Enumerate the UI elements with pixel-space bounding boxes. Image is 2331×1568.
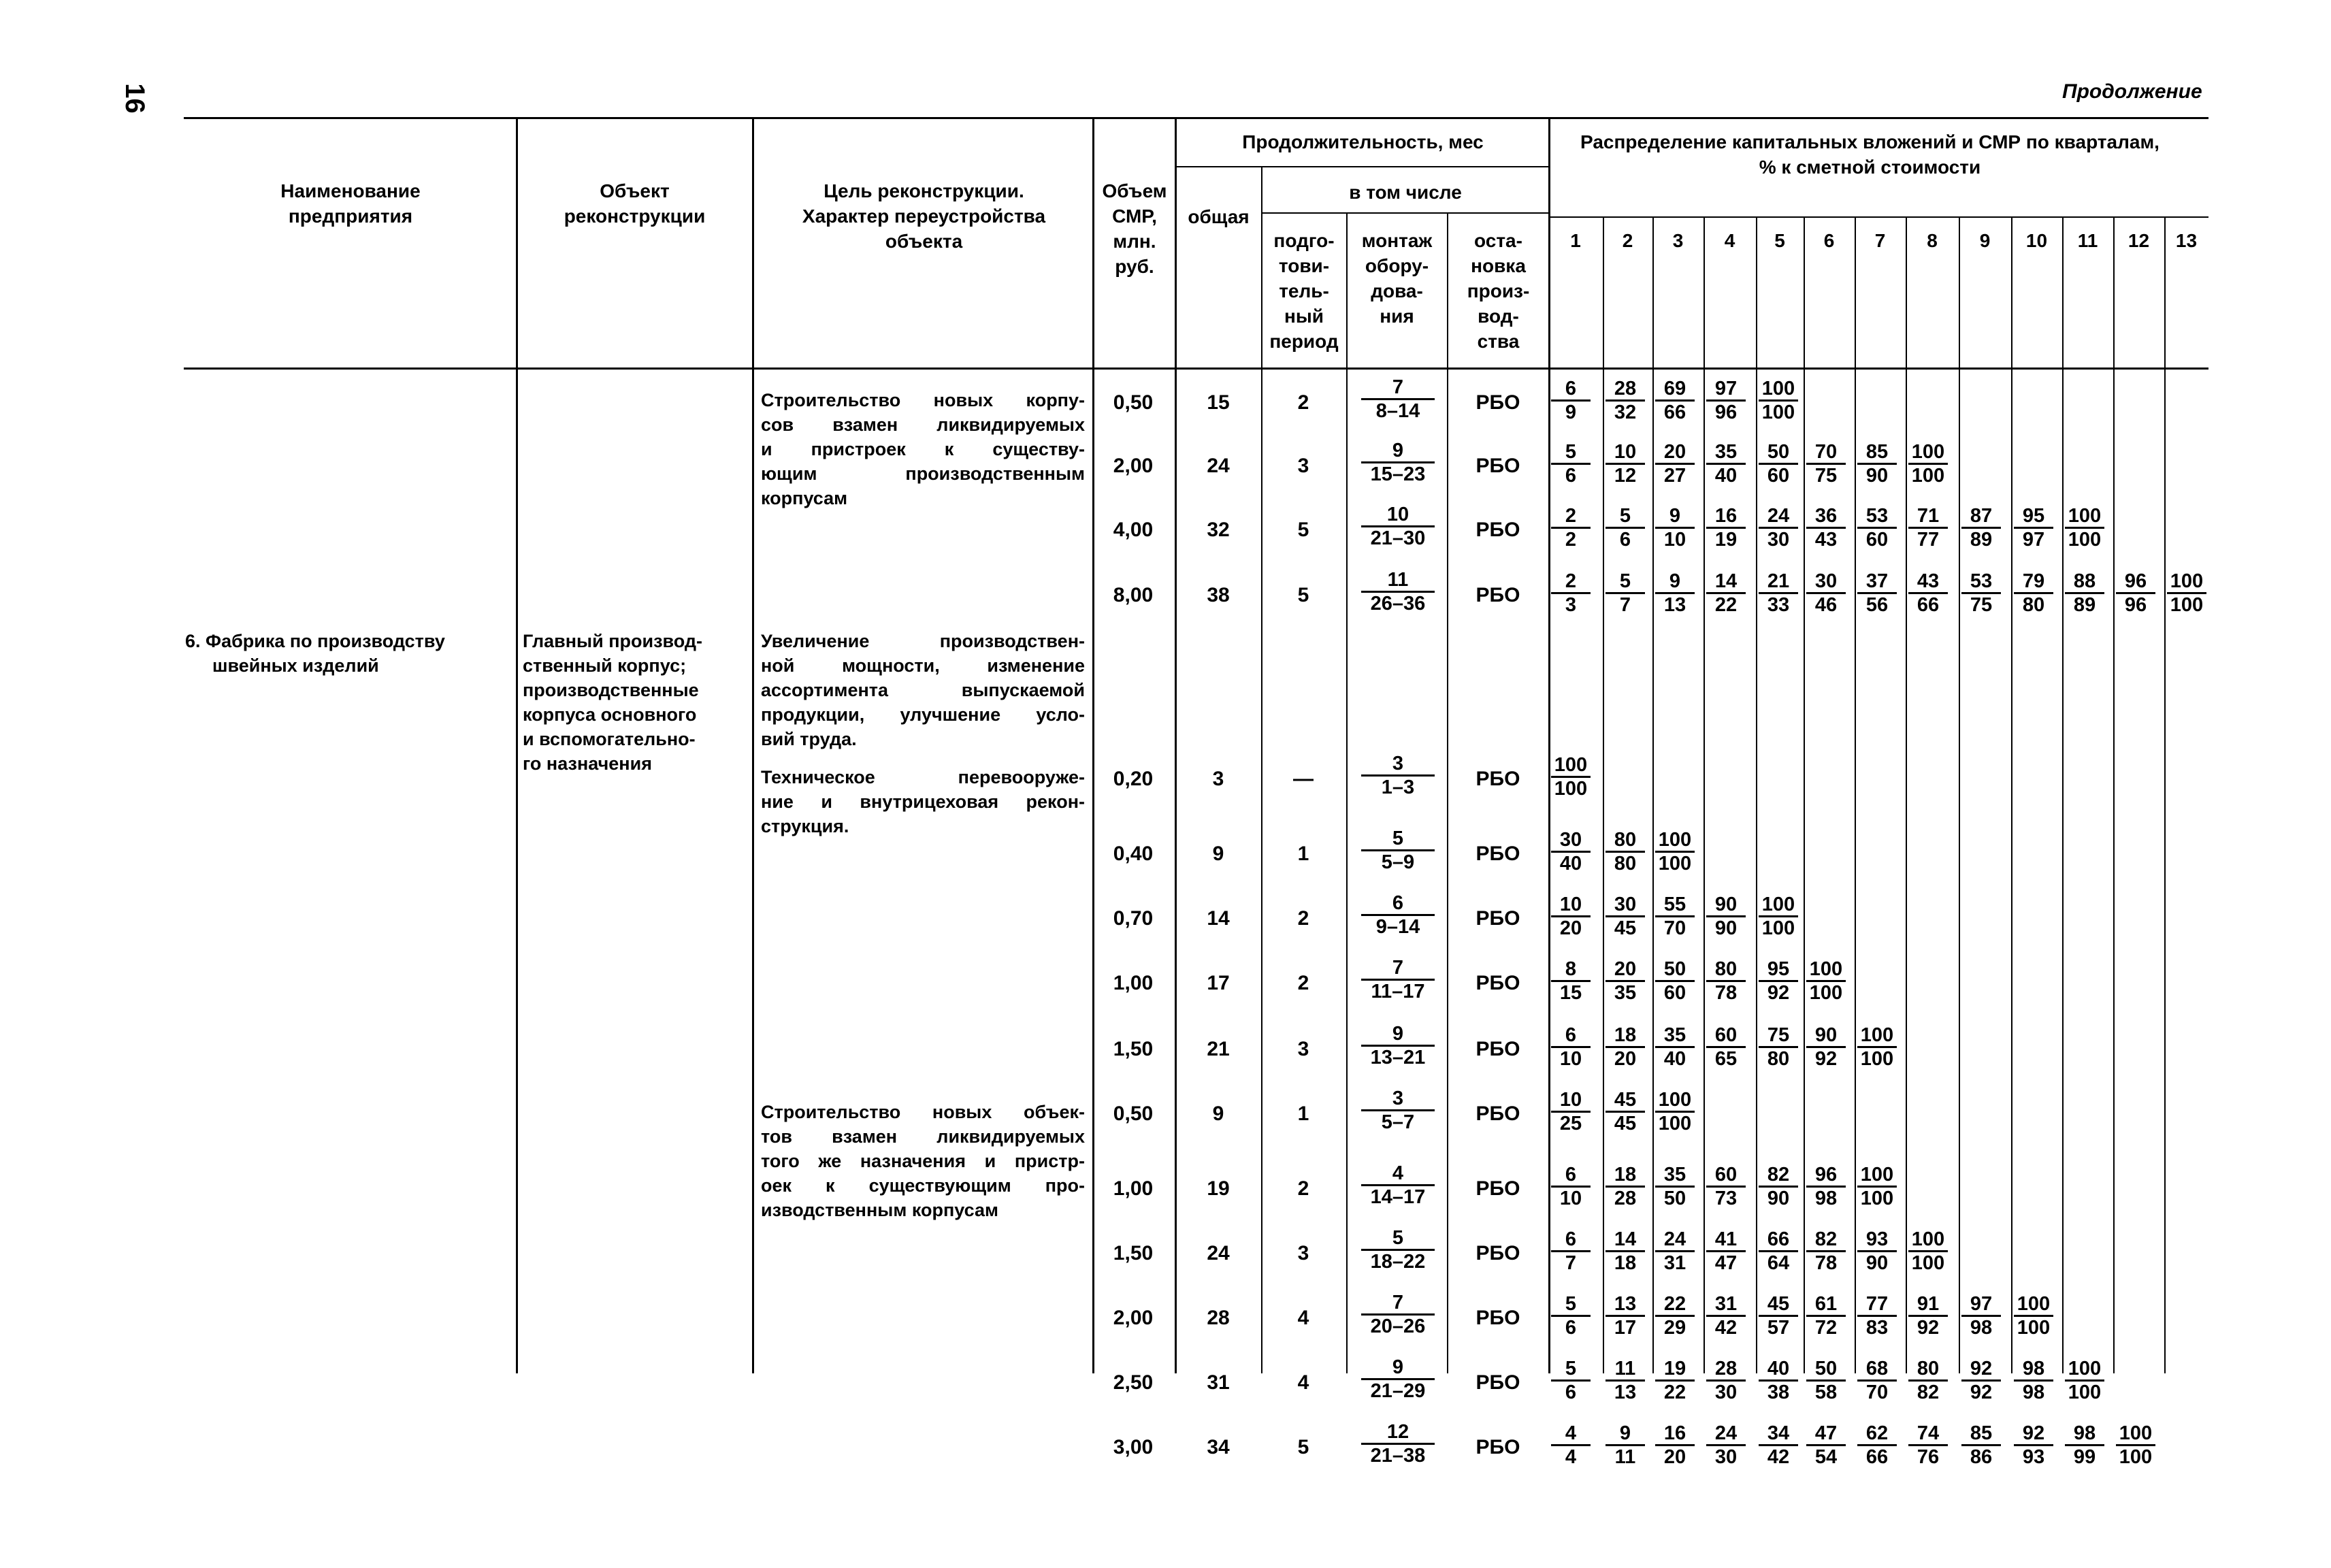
volume-value: 8,00: [1113, 584, 1154, 606]
mount-period: $\frac{6}{9-14}$: [1361, 892, 1435, 938]
table-rule-vertical: [1346, 212, 1348, 1373]
mount-period: $\frac{10}{21-30}$: [1361, 504, 1435, 549]
total-duration: 3: [1212, 768, 1224, 790]
quarter-share-2: $\frac{5}{6}$: [1605, 505, 1645, 551]
quarter-share-11: $\frac{100}{100}$: [2065, 1358, 2104, 1403]
stop-production: РБО: [1476, 1371, 1520, 1394]
prep-period: 2: [1297, 391, 1309, 414]
header-object: Объект реконструкции: [564, 180, 706, 227]
quarter-share-2: $\frac{18}{28}$: [1605, 1164, 1645, 1209]
quarter-share-7: $\frac{85}{90}$: [1857, 441, 1897, 487]
quarter-share-10: $\frac{92}{93}$: [2014, 1422, 2053, 1468]
header-total: общая: [1188, 206, 1250, 227]
total-duration: 38: [1207, 584, 1230, 606]
mount-period: $\frac{3}{5-7}$: [1361, 1088, 1435, 1133]
enterprise-name: 6. Фабрика по производству швейных изделий: [185, 631, 445, 676]
quarter-share-8: $\frac{100}{100}$: [1908, 441, 1948, 487]
quarter-share-9: $\frac{97}{98}$: [1961, 1293, 2001, 1339]
stop-production: РБО: [1476, 1038, 1520, 1060]
prep-period: 4: [1297, 1307, 1309, 1329]
quarter-share-8: $\frac{80}{82}$: [1908, 1358, 1948, 1403]
table-rule-vertical: [1092, 117, 1094, 1373]
quarter-share-1: $\frac{5}{6}$: [1551, 1293, 1591, 1339]
quarter-share-3: $\frac{16}{20}$: [1655, 1422, 1695, 1468]
quarter-share-3: $\frac{69}{66}$: [1655, 378, 1695, 423]
quarter-header-7: 7: [1874, 230, 1886, 251]
total-duration: 19: [1207, 1177, 1230, 1200]
volume-value: 2,00: [1113, 455, 1154, 477]
quarter-header-2: 2: [1622, 230, 1633, 251]
quarter-share-6: $\frac{36}{43}$: [1806, 505, 1846, 551]
quarter-share-7: $\frac{53}{60}$: [1857, 505, 1897, 551]
mount-period: $\frac{5}{18-22}$: [1361, 1227, 1435, 1273]
quarter-share-1: $\frac{10}{25}$: [1551, 1089, 1591, 1134]
table-rule-horizontal: [1261, 212, 1548, 214]
table-rule-horizontal: [1176, 166, 1548, 167]
quarter-share-7: $\frac{93}{90}$: [1857, 1228, 1897, 1274]
stop-production: РБО: [1476, 1436, 1520, 1458]
quarter-share-12: $\frac{96}{96}$: [2116, 570, 2155, 616]
prep-period: 2: [1297, 907, 1309, 930]
quarter-share-4: $\frac{16}{19}$: [1706, 505, 1746, 551]
quarter-share-13: $\frac{100}{100}$: [2167, 570, 2206, 616]
quarter-share-3: $\frac{35}{40}$: [1655, 1024, 1695, 1070]
quarter-share-6: $\frac{30}{46}$: [1806, 570, 1846, 616]
total-duration: 14: [1207, 907, 1230, 930]
quarter-share-7: $\frac{37}{56}$: [1857, 570, 1897, 616]
quarter-share-2: $\frac{10}{12}$: [1605, 441, 1645, 487]
table-rule-vertical: [1261, 166, 1262, 1373]
prep-period: —: [1293, 768, 1314, 790]
quarter-share-2: $\frac{30}{45}$: [1605, 894, 1645, 939]
stop-production: РБО: [1476, 1242, 1520, 1264]
quarter-share-3: $\frac{100}{100}$: [1655, 1089, 1695, 1134]
volume-value: 3,00: [1113, 1436, 1154, 1458]
quarter-share-3: $\frac{20}{27}$: [1655, 441, 1695, 487]
prep-period: 2: [1297, 972, 1309, 994]
stop-production: РБО: [1476, 1307, 1520, 1329]
quarter-share-8: $\frac{100}{100}$: [1908, 1228, 1948, 1274]
quarter-share-5: $\frac{24}{30}$: [1759, 505, 1798, 551]
quarter-share-2: $\frac{45}{45}$: [1605, 1089, 1645, 1134]
quarter-share-7: $\frac{100}{100}$: [1857, 1024, 1897, 1070]
header-mount: монтаж обору- дова- ния: [1361, 230, 1433, 327]
quarter-share-2: $\frac{14}{18}$: [1605, 1228, 1645, 1274]
quarter-share-10: $\frac{79}{80}$: [2014, 570, 2053, 616]
quarter-share-4: $\frac{97}{96}$: [1706, 378, 1746, 423]
quarter-share-3: $\frac{9}{10}$: [1655, 505, 1695, 551]
quarter-share-5: $\frac{50}{60}$: [1759, 441, 1798, 487]
quarter-share-2: $\frac{80}{80}$: [1605, 829, 1645, 875]
total-duration: 24: [1207, 455, 1230, 477]
volume-value: 0,20: [1113, 768, 1154, 790]
header-prep: подго- тови- тель- ный период: [1269, 230, 1339, 352]
quarter-share-4: $\frac{24}{30}$: [1706, 1422, 1746, 1468]
prep-period: 5: [1297, 584, 1309, 606]
stop-production: РБО: [1476, 1102, 1520, 1125]
header-including: в том числе: [1349, 182, 1462, 203]
quarter-share-11: $\frac{88}{89}$: [2065, 570, 2104, 616]
quarter-share-4: $\frac{14}{22}$: [1706, 570, 1746, 616]
quarter-share-5: $\frac{82}{90}$: [1759, 1164, 1798, 1209]
mount-period: $\frac{9}{13-21}$: [1361, 1023, 1435, 1068]
quarter-share-4: $\frac{35}{40}$: [1706, 441, 1746, 487]
quarter-share-1: $\frac{6}{10}$: [1551, 1164, 1591, 1209]
quarter-share-5: $\frac{21}{33}$: [1759, 570, 1798, 616]
stop-production: РБО: [1476, 843, 1520, 865]
quarter-share-7: $\frac{100}{100}$: [1857, 1164, 1897, 1209]
quarter-share-2: $\frac{9}{11}$: [1605, 1422, 1645, 1468]
total-duration: 28: [1207, 1307, 1230, 1329]
quarter-share-11: $\frac{98}{99}$: [2065, 1422, 2104, 1468]
quarter-share-5: $\frac{66}{64}$: [1759, 1228, 1798, 1274]
volume-value: 4,00: [1113, 519, 1154, 541]
volume-value: 2,00: [1113, 1307, 1154, 1329]
quarter-header-3: 3: [1672, 230, 1684, 251]
quarter-share-1: $\frac{5}{6}$: [1551, 1358, 1591, 1403]
header-stop: оста- новка произ- вод- ства: [1467, 230, 1530, 352]
goal-reequipment: Техническое перевооруже- ние и внутрицеховая рекон- струкция.: [761, 767, 1085, 836]
quarter-header-5: 5: [1774, 230, 1785, 251]
quarter-share-1: $\frac{2}{3}$: [1551, 570, 1591, 616]
volume-value: 1,50: [1113, 1242, 1154, 1264]
table-rule-vertical: [752, 117, 754, 1373]
total-duration: 24: [1207, 1242, 1230, 1264]
mount-period: $\frac{9}{21-29}$: [1361, 1356, 1435, 1402]
quarter-share-3: $\frac{35}{50}$: [1655, 1164, 1695, 1209]
quarter-share-1: $\frac{5}{6}$: [1551, 441, 1591, 487]
quarter-share-3: $\frac{22}{29}$: [1655, 1293, 1695, 1339]
quarter-share-5: $\frac{34}{42}$: [1759, 1422, 1798, 1468]
prep-period: 3: [1297, 1242, 1309, 1264]
quarter-share-1: $\frac{4}{4}$: [1551, 1422, 1591, 1468]
quarter-share-1: $\frac{6}{9}$: [1551, 378, 1591, 423]
quarter-header-4: 4: [1724, 230, 1735, 251]
quarter-header-6: 6: [1823, 230, 1835, 251]
quarter-share-9: $\frac{92}{92}$: [1961, 1358, 2001, 1403]
quarter-share-6: $\frac{96}{98}$: [1806, 1164, 1846, 1209]
header-duration: Продолжительность, мес: [1242, 131, 1484, 152]
table-rule-vertical: [1704, 216, 1705, 1373]
quarter-share-1: $\frac{100}{100}$: [1551, 754, 1591, 800]
stop-production: РБО: [1476, 584, 1520, 606]
prep-period: 4: [1297, 1371, 1309, 1394]
stop-production: РБО: [1476, 972, 1520, 994]
mount-period: $\frac{5}{5-9}$: [1361, 828, 1435, 873]
quarter-share-5: $\frac{95}{92}$: [1759, 958, 1798, 1004]
quarter-share-7: $\frac{62}{66}$: [1857, 1422, 1897, 1468]
quarter-share-6: $\frac{100}{100}$: [1806, 958, 1846, 1004]
volume-value: 1,00: [1113, 972, 1154, 994]
volume-value: 1,00: [1113, 1177, 1154, 1200]
continuation-label: Продолжение: [2062, 80, 2202, 103]
quarter-share-3: $\frac{100}{100}$: [1655, 829, 1695, 875]
quarter-share-6: $\frac{82}{78}$: [1806, 1228, 1846, 1274]
prep-period: 2: [1297, 1177, 1309, 1200]
mount-period: $\frac{4}{14-17}$: [1361, 1162, 1435, 1208]
quarter-share-6: $\frac{50}{58}$: [1806, 1358, 1846, 1403]
quarter-share-9: $\frac{85}{86}$: [1961, 1422, 2001, 1468]
table-rule-vertical: [1447, 212, 1448, 1373]
table-rule-vertical: [1804, 216, 1805, 1373]
quarter-share-5: $\frac{45}{57}$: [1759, 1293, 1798, 1339]
quarter-share-2: $\frac{18}{20}$: [1605, 1024, 1645, 1070]
goal-new-objects: Строительство новых объек- тов взамен ликвидируемых того же назначения и пристр- оек к существующим про- изводственным корпусам: [761, 1102, 1085, 1220]
table-rule-vertical: [1906, 216, 1907, 1373]
header-distribution: Распределение капитальных вложений и СМР по кварталам, % к сметной стоимости: [1580, 131, 2159, 178]
quarter-header-10: 10: [2025, 230, 2048, 251]
mount-period: $\frac{12}{21-38}$: [1361, 1421, 1435, 1467]
table-rule-vertical: [2011, 216, 2012, 1373]
quarter-share-2: $\frac{28}{32}$: [1605, 378, 1645, 423]
quarter-share-9: $\frac{53}{75}$: [1961, 570, 2001, 616]
quarter-share-5: $\frac{40}{38}$: [1759, 1358, 1798, 1403]
total-duration: 15: [1207, 391, 1230, 414]
total-duration: 32: [1207, 519, 1230, 541]
quarter-share-3: $\frac{24}{31}$: [1655, 1228, 1695, 1274]
table-rule-vertical: [516, 117, 518, 1373]
quarter-share-1: $\frac{6}{10}$: [1551, 1024, 1591, 1070]
header-volume: Объем СМР, млн. руб.: [1102, 180, 1167, 277]
table-rule-vertical: [2164, 216, 2166, 1373]
quarter-share-1: $\frac{10}{20}$: [1551, 894, 1591, 939]
goal-new-buildings: Строительство новых корпу- сов взамен ликвидируемых и пристроек к существу- ющим производственным корпусам: [761, 390, 1085, 508]
quarter-share-4: $\frac{90}{90}$: [1706, 894, 1746, 939]
volume-value: 1,50: [1113, 1038, 1154, 1060]
quarter-header-9: 9: [1979, 230, 1991, 251]
goal-capacity-increase: Увеличение производствен- ной мощности, изменение ассортимента выпускаемой продукции, улучшение усло- вий труда.: [761, 631, 1085, 749]
quarter-share-4: $\frac{28}{30}$: [1706, 1358, 1746, 1403]
quarter-share-5: $\frac{100}{100}$: [1759, 894, 1798, 939]
table-rule-horizontal: [1548, 216, 2208, 218]
table-rule-horizontal: [184, 368, 2208, 370]
stop-production: РБО: [1476, 455, 1520, 477]
quarter-share-2: $\frac{5}{7}$: [1605, 570, 1645, 616]
quarter-share-10: $\frac{98}{98}$: [2014, 1358, 2053, 1403]
quarter-share-10: $\frac{95}{97}$: [2014, 505, 2053, 551]
prep-period: 3: [1297, 1038, 1309, 1060]
mount-period: $\frac{11}{26-36}$: [1361, 569, 1435, 615]
header-goal: Цель реконструкции. Характер переустройства объекта: [802, 180, 1046, 252]
table-rule-vertical: [1855, 216, 1856, 1373]
quarter-share-2: $\frac{11}{13}$: [1605, 1358, 1645, 1403]
quarter-share-8: $\frac{74}{76}$: [1908, 1422, 1948, 1468]
header-name: Наименование предприятия: [280, 180, 421, 227]
mount-period: $\frac{7}{20-26}$: [1361, 1292, 1435, 1337]
quarter-share-3: $\frac{19}{22}$: [1655, 1358, 1695, 1403]
quarter-share-3: $\frac{9}{13}$: [1655, 570, 1695, 616]
quarter-share-1: $\frac{30}{40}$: [1551, 829, 1591, 875]
quarter-share-4: $\frac{31}{42}$: [1706, 1293, 1746, 1339]
prep-period: 5: [1297, 519, 1309, 541]
quarter-share-10: $\frac{100}{100}$: [2014, 1293, 2053, 1339]
quarter-share-8: $\frac{71}{77}$: [1908, 505, 1948, 551]
stop-production: РБО: [1476, 907, 1520, 930]
quarter-share-7: $\frac{77}{83}$: [1857, 1293, 1897, 1339]
quarter-share-1: $\frac{8}{15}$: [1551, 958, 1591, 1004]
object-description: Главный производ- ственный корпус; производственные корпуса основного и вспомогательно- го назначения: [523, 631, 703, 774]
quarter-share-3: $\frac{50}{60}$: [1655, 958, 1695, 1004]
quarter-header-13: 13: [2175, 230, 2198, 251]
table-rule-vertical: [1603, 216, 1604, 1373]
stop-production: РБО: [1476, 768, 1520, 790]
volume-value: 0,40: [1113, 843, 1154, 865]
quarter-share-1: $\frac{6}{7}$: [1551, 1228, 1591, 1274]
quarter-share-11: $\frac{100}{100}$: [2065, 505, 2104, 551]
quarter-share-4: $\frac{60}{65}$: [1706, 1024, 1746, 1070]
quarter-share-7: $\frac{68}{70}$: [1857, 1358, 1897, 1403]
table-rule-vertical: [1548, 117, 1550, 1373]
total-duration: 17: [1207, 972, 1230, 994]
quarter-share-9: $\frac{87}{89}$: [1961, 505, 2001, 551]
stop-production: РБО: [1476, 391, 1520, 414]
quarter-share-6: $\frac{61}{72}$: [1806, 1293, 1846, 1339]
total-duration: 21: [1207, 1038, 1230, 1060]
table-rule-vertical: [1959, 216, 1960, 1373]
volume-value: 0,50: [1113, 391, 1154, 414]
quarter-header-12: 12: [2128, 230, 2150, 251]
stop-production: РБО: [1476, 1177, 1520, 1200]
table-rule-vertical: [1652, 216, 1654, 1373]
prep-period: 1: [1297, 1102, 1309, 1125]
quarter-share-2: $\frac{20}{35}$: [1605, 958, 1645, 1004]
quarter-share-4: $\frac{41}{47}$: [1706, 1228, 1746, 1274]
quarter-share-4: $\frac{60}{73}$: [1706, 1164, 1746, 1209]
quarter-header-1: 1: [1570, 230, 1581, 251]
table-rule-vertical: [1756, 216, 1757, 1373]
quarter-share-5: $\frac{75}{80}$: [1759, 1024, 1798, 1070]
mount-period: $\frac{7}{11-17}$: [1361, 957, 1435, 1002]
total-duration: 34: [1207, 1436, 1230, 1458]
volume-value: 2,50: [1113, 1371, 1154, 1394]
total-duration: 31: [1207, 1371, 1230, 1394]
quarter-share-6: $\frac{90}{92}$: [1806, 1024, 1846, 1070]
quarter-share-6: $\frac{47}{54}$: [1806, 1422, 1846, 1468]
mount-period: $\frac{7}{8-14}$: [1361, 376, 1435, 422]
volume-value: 0,70: [1113, 907, 1154, 930]
stop-production: РБО: [1476, 519, 1520, 541]
mount-period: $\frac{9}{15-23}$: [1361, 440, 1435, 485]
table-rule-vertical: [2062, 216, 2064, 1373]
volume-value: 0,50: [1113, 1102, 1154, 1125]
total-duration: 9: [1212, 1102, 1224, 1125]
quarter-share-8: $\frac{91}{92}$: [1908, 1293, 1948, 1339]
quarter-header-11: 11: [2077, 230, 2098, 251]
prep-period: 5: [1297, 1436, 1309, 1458]
table-rule-horizontal: [184, 117, 2208, 119]
prep-period: 1: [1297, 843, 1309, 865]
prep-period: 3: [1297, 455, 1309, 477]
total-duration: 9: [1212, 843, 1224, 865]
quarter-share-6: $\frac{70}{75}$: [1806, 441, 1846, 487]
quarter-share-8: $\frac{43}{66}$: [1908, 570, 1948, 616]
quarter-share-3: $\frac{55}{70}$: [1655, 894, 1695, 939]
quarter-share-4: $\frac{80}{78}$: [1706, 958, 1746, 1004]
table-rule-vertical: [2113, 216, 2115, 1373]
table-rule-vertical: [1175, 117, 1177, 1373]
quarter-header-8: 8: [1927, 230, 1938, 251]
quarter-share-2: $\frac{13}{17}$: [1605, 1293, 1645, 1339]
mount-period: $\frac{3}{1-3}$: [1361, 753, 1435, 798]
page-number: 16: [119, 83, 150, 114]
quarter-share-5: $\frac{100}{100}$: [1759, 378, 1798, 423]
quarter-share-12: $\frac{100}{100}$: [2116, 1422, 2155, 1468]
quarter-share-1: $\frac{2}{2}$: [1551, 505, 1591, 551]
